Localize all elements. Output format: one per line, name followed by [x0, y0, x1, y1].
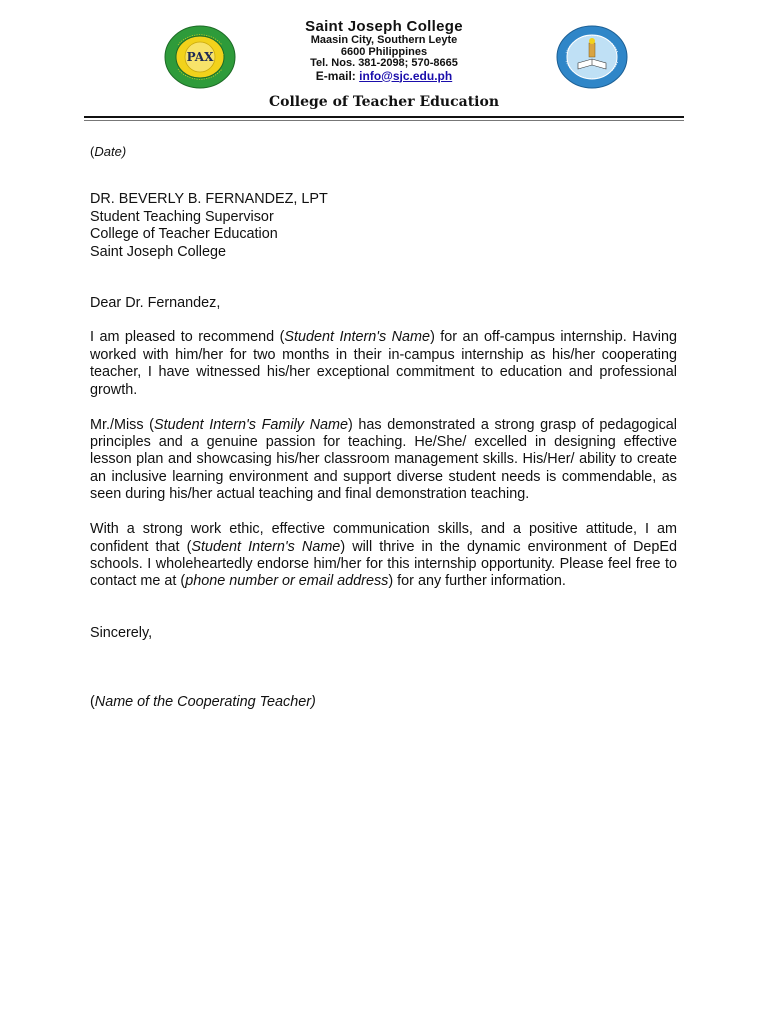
closing: Sincerely, — [90, 624, 153, 641]
paragraph-1 — [90, 329, 677, 399]
para3-placeholder-contact: phone number or email address — [185, 573, 389, 590]
recipient-institution: Saint Joseph College — [90, 243, 227, 260]
date-paren-open: ( — [90, 144, 95, 159]
email-label: E-mail: — [315, 68, 356, 83]
signature-line — [90, 694, 677, 711]
paragraph-3 — [90, 521, 677, 591]
date-placeholder: Date — [94, 144, 122, 159]
para3-placeholder-name: Student Intern's Name — [191, 538, 341, 555]
para3-text-c: ) for any further information. — [388, 573, 566, 590]
paragraph-2 — [90, 417, 677, 504]
school-address-1: Maasin City, Southern Leyte — [310, 34, 458, 46]
header-divider-shadow — [84, 120, 684, 121]
letter-body — [90, 143, 677, 712]
department-name: College of Teacher Education — [268, 94, 499, 110]
school-info — [234, 18, 534, 83]
header-divider — [84, 116, 684, 118]
school-address-2: 6600 Philippines — [340, 45, 428, 58]
department-seal-right — [556, 25, 628, 89]
email-link[interactable]: info@sjc.edu.ph — [359, 68, 453, 83]
recipient-department: College of Teacher Education — [90, 226, 278, 243]
school-name: Saint Joseph College — [305, 18, 463, 35]
letterhead — [0, 18, 768, 118]
school-seal-left — [164, 25, 236, 89]
signature-paren-open: ( — [90, 694, 95, 711]
lamp-icon — [589, 43, 595, 57]
para1-text-a: I am pleased to recommend ( — [90, 329, 285, 346]
para3-text-b: ) will thrive in the dynamic environment of DepEd schools. I wholeheartedly endorse him/her for this internship opportunity. Please feel free to contact me at ( — [90, 538, 677, 590]
para3-text-a: With a strong work ethic, effective communication skills, and a positive attitude, I am confident that ( — [90, 521, 677, 555]
school-phone: Tel. Nos. 381-2098; 570-8665 — [310, 57, 458, 69]
recipient-name: DR. BEVERLY B. FERNANDEZ, LPT — [90, 191, 328, 208]
para2-text-a: Mr./Miss ( — [90, 416, 154, 433]
school-email-line — [234, 70, 534, 83]
date-line — [90, 143, 677, 160]
svg-text:★: ★ — [219, 53, 225, 59]
para1-placeholder: Student Intern's Name — [284, 329, 431, 346]
para1-text-b: ) for an off-campus internship. Having worked with him/her for two months in their in-campus internship as his/her cooperating teacher, I have witnessed his/her exceptional commitment to education and professional growth. — [90, 329, 678, 398]
seal-pax-word: PAX — [186, 50, 214, 64]
date-paren-close: ) — [121, 144, 127, 159]
para2-text-b: ) has demonstrated a strong grasp of pedagogical principles and a genuine passion for teaching. He/She/ excelled in designing effective lesson plan and showcasing his/her classroom management skills. His/Her/ ability to create an inclusive learning environment and support diverse student needs is commendable, as seen during his/her actual teaching and final demonstration teaching. — [90, 416, 677, 503]
svg-text:★: ★ — [177, 53, 183, 59]
recipient-title: Student Teaching Supervisor — [90, 208, 274, 225]
signature-placeholder: Name of the Cooperating Teacher) — [94, 694, 316, 711]
recipient-block — [90, 191, 677, 261]
para2-placeholder: Student Intern's Family Name — [153, 416, 348, 433]
salutation: Dear Dr. Fernandez, — [90, 295, 221, 312]
